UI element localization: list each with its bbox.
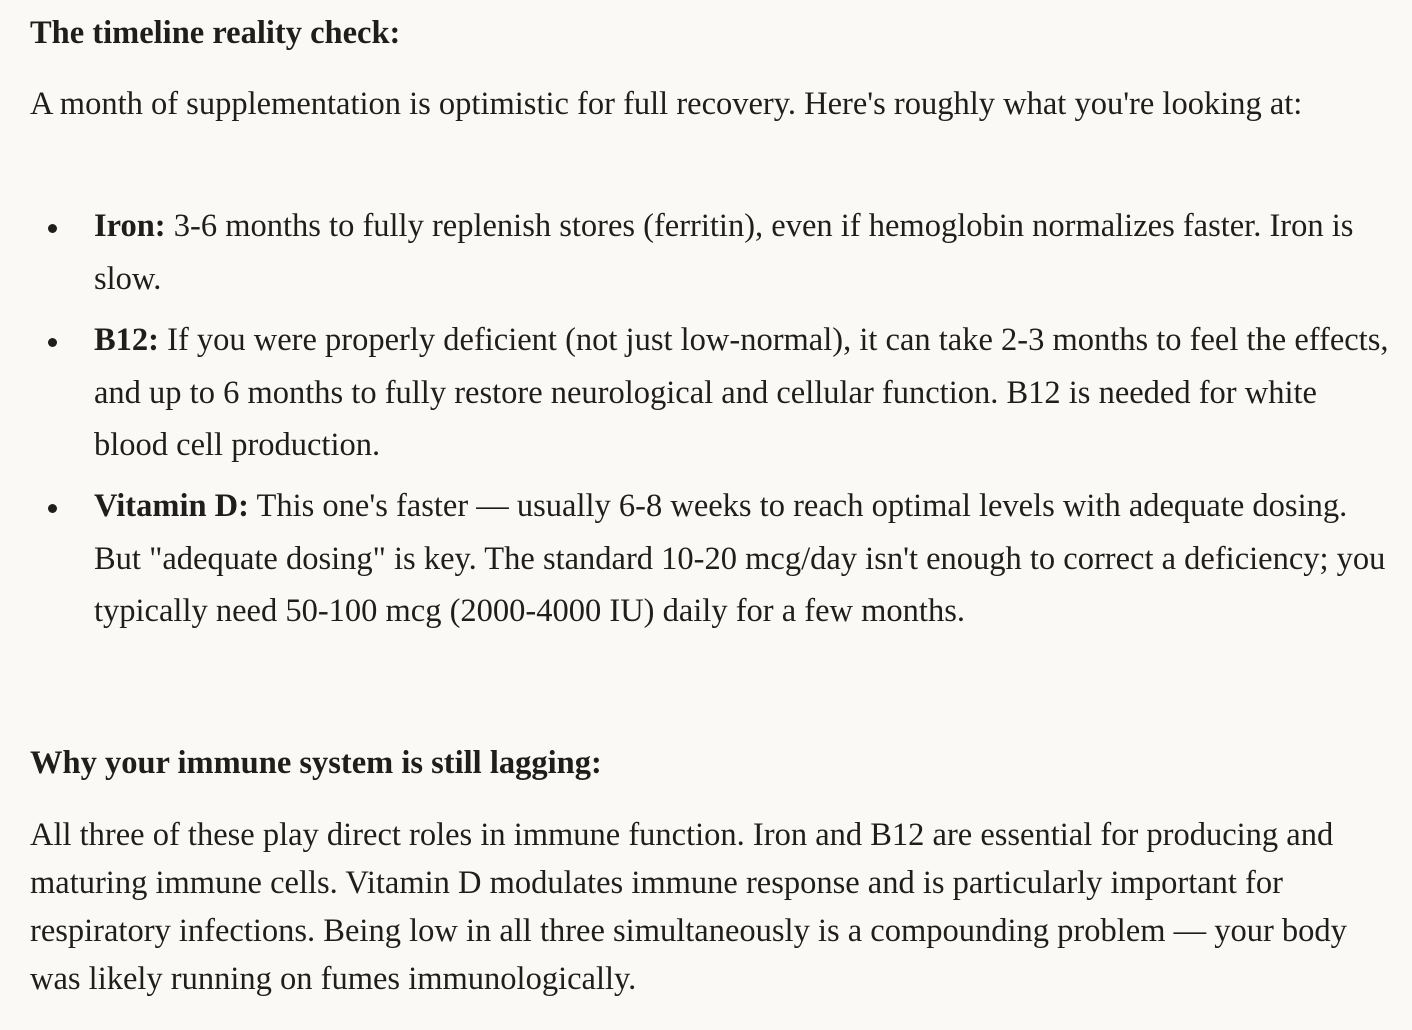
timeline-intro-paragraph: A month of supplementation is optimistic for full recovery. Here's roughly what you're looking at: — [30, 86, 1303, 122]
term-iron: Iron: — [94, 208, 166, 244]
bullet-dot — [48, 338, 57, 347]
term-vitamin-d: Vitamin D: — [94, 488, 249, 524]
immune-body-paragraph: All three of these play direct roles in immune function. Iron and B12 are essential for producing and maturing immune cells. Vitamin D modulates immune response and is particularly important for respiratory infections. Being low in all three simultaneously is a compounding problem — your body was likely running on fumes immunologically. — [30, 817, 1347, 997]
term-b12: B12: — [94, 322, 159, 358]
bullet-dot — [48, 504, 57, 513]
section-heading-immune: Why your immune system is still lagging: — [30, 745, 602, 781]
bullet-dot — [48, 224, 57, 233]
list-item-body — [94, 200, 1390, 305]
section-heading-timeline: The timeline reality check: — [30, 15, 401, 51]
list-item-body — [94, 314, 1390, 472]
list-item-text: 3-6 months to fully replenish stores (ferritin), even if hemoglobin normalizes faster. Iron is slow. — [94, 208, 1354, 297]
list-item-text: If you were properly deficient (not just low-normal), it can take 2-3 months to feel the effects, and up to 6 months to fully restore neurological and cellular function. B12 is needed for white blood cell production. — [94, 322, 1389, 463]
list-item-text: This one's faster — usually 6-8 weeks to reach optimal levels with adequate dosing. But "adequate dosing" is key. The standard 10-20 mcg/day isn't enough to correct a deficiency; you typically need 50-100 mcg (2000-4000 IU) daily for a few months. — [94, 488, 1386, 629]
list-item-body — [94, 480, 1390, 638]
